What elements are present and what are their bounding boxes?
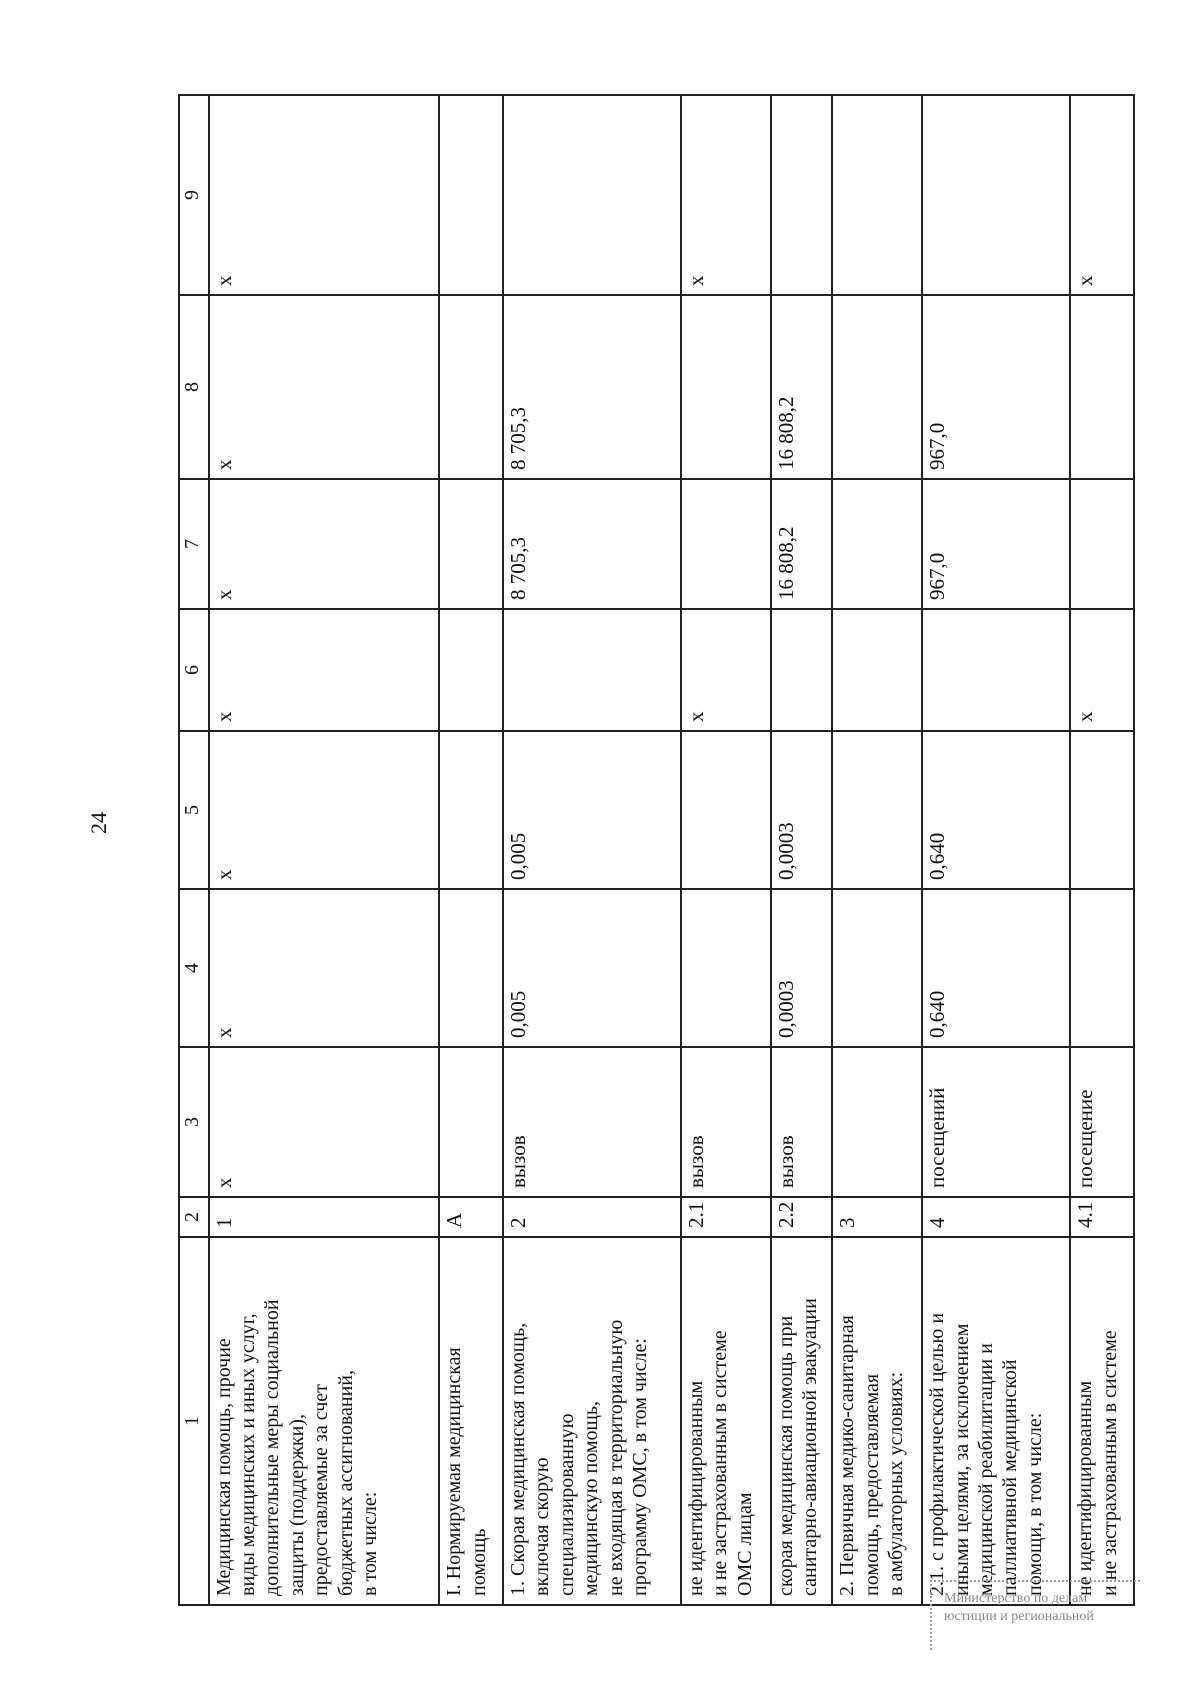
table-cell: [681, 295, 771, 479]
header-cell: 9: [179, 95, 209, 295]
table-cell: х: [209, 889, 440, 1047]
table-cell: 0,640: [922, 731, 1070, 889]
table-cell: А: [439, 1197, 503, 1237]
table-row: [681, 95, 771, 1605]
table-cell: [681, 889, 771, 1047]
table-cell: [832, 295, 922, 479]
table-cell: [439, 1237, 503, 1605]
table-cell: [832, 479, 922, 609]
table-row: [771, 95, 832, 1605]
table-cell: 8 705,3: [503, 295, 681, 479]
table-cell: [832, 1237, 922, 1605]
table-cell: х: [1070, 609, 1134, 731]
data-table: [178, 94, 1135, 1606]
cell-text: 1. Скорая медицинская помощь, включая скорую специализированную медицинскую помощь, не входящая в территориальную программу ОМС, в том числе:: [506, 1319, 651, 1596]
table-cell: [439, 889, 503, 1047]
header-cell: 4: [179, 889, 209, 1047]
table-cell: х: [1070, 95, 1134, 295]
table-cell: [681, 1237, 771, 1605]
table-cell: 4: [922, 1197, 1070, 1237]
table-cell: [832, 731, 922, 889]
table-cell: 967,0: [922, 479, 1070, 609]
stamp-line: Министерство по делам: [944, 1591, 1088, 1606]
table-cell: [439, 95, 503, 295]
cell-text: не идентифицированным и не застрахованным в системе: [1074, 1330, 1121, 1596]
header-cell: 2: [179, 1197, 209, 1237]
table-cell: 0,640: [922, 889, 1070, 1047]
table-cell: [503, 95, 681, 295]
table-cell: посещений: [922, 1047, 1070, 1197]
table-cell: 2: [503, 1197, 681, 1237]
cell-text: Медицинская помощь, прочие виды медицинских и иных услуг, дополнительные меры социальной защиты (поддержки), предоставляемые за счет бюджетных ассигнований, в том числе:: [212, 1299, 381, 1596]
header-cell: 5: [179, 731, 209, 889]
table-header-row: [179, 95, 209, 1605]
table-cell: 16 808,2: [771, 295, 832, 479]
table-cell: вызов: [681, 1047, 771, 1197]
table-cell: [503, 609, 681, 731]
table-cell: [1070, 479, 1134, 609]
cell-text: не идентифицированным и не застрахованным в системе ОМС лицам: [684, 1330, 756, 1596]
table-cell: [503, 1237, 681, 1605]
table-cell: [439, 479, 503, 609]
cell-text: 2. Первичная медико-санитарная помощь, предоставляемая в амбулаторных условиях:: [836, 1315, 907, 1596]
table-cell: х: [209, 295, 440, 479]
table-cell: х: [209, 479, 440, 609]
table-cell: [439, 295, 503, 479]
table-cell: [1070, 731, 1134, 889]
cell-text: 2.1. с профилактической целью и иными целями, за исключением медицинской реабилитации и паллиативной медицинской помощи, в том числе:: [926, 1312, 1046, 1596]
header-cell: 8: [179, 295, 209, 479]
table-cell: 16 808,2: [771, 479, 832, 609]
table-cell: 3: [832, 1197, 922, 1237]
header-cell: 1: [179, 1237, 209, 1605]
table-cell: х: [209, 95, 440, 295]
rotated-table-container: [178, 96, 1135, 1606]
table-cell: х: [681, 609, 771, 731]
table-cell: [209, 1237, 440, 1605]
table-cell: [771, 1237, 832, 1605]
table-cell: посещение: [1070, 1047, 1134, 1197]
table-cell: [681, 731, 771, 889]
table-cell: 4.1: [1070, 1197, 1134, 1237]
table-cell: [1070, 295, 1134, 479]
table-row: [439, 95, 503, 1605]
table-row: [832, 95, 922, 1605]
table-cell: [832, 95, 922, 295]
table-cell: 0,0003: [771, 889, 832, 1047]
table-row: [209, 95, 440, 1605]
cell-text: I. Нормируемая медицинская помощь: [443, 1347, 490, 1596]
table-cell: 2.1: [681, 1197, 771, 1237]
table-cell: 0,0003: [771, 731, 832, 889]
header-cell: 6: [179, 609, 209, 731]
table-cell: х: [681, 95, 771, 295]
table-cell: [681, 479, 771, 609]
table-cell: [771, 95, 832, 295]
table-row: [1070, 95, 1134, 1605]
table-cell: 2.2: [771, 1197, 832, 1237]
table-cell: 967,0: [922, 295, 1070, 479]
table-cell: х: [209, 1047, 440, 1197]
table-cell: вызов: [503, 1047, 681, 1197]
table-cell: 1: [209, 1197, 440, 1237]
table-cell: 0,005: [503, 731, 681, 889]
header-cell: 7: [179, 479, 209, 609]
cell-text: скорая медицинская помощь при санитарно-авиационной эвакуации: [774, 1298, 822, 1596]
table-cell: [1070, 1237, 1134, 1605]
table-cell: [922, 1237, 1070, 1605]
table-cell: [832, 609, 922, 731]
table-cell: [922, 609, 1070, 731]
table-cell: х: [209, 731, 440, 889]
table-cell: х: [209, 609, 440, 731]
table-cell: [1070, 889, 1134, 1047]
table-cell: [439, 1047, 503, 1197]
ministry-stamp: [930, 1580, 1140, 1650]
table-cell: 0,005: [503, 889, 681, 1047]
table-cell: [922, 95, 1070, 295]
table-cell: [439, 731, 503, 889]
table-cell: вызов: [771, 1047, 832, 1197]
page-number: 24: [86, 812, 111, 834]
table-row: [503, 95, 681, 1605]
stamp-line: юстиции и региональной: [944, 1608, 1094, 1624]
table-cell: 8 705,3: [503, 479, 681, 609]
header-cell: 3: [179, 1047, 209, 1197]
table-cell: [439, 609, 503, 731]
table-cell: [832, 889, 922, 1047]
table-cell: [771, 609, 832, 731]
table-cell: [832, 1047, 922, 1197]
table-row: [922, 95, 1070, 1605]
